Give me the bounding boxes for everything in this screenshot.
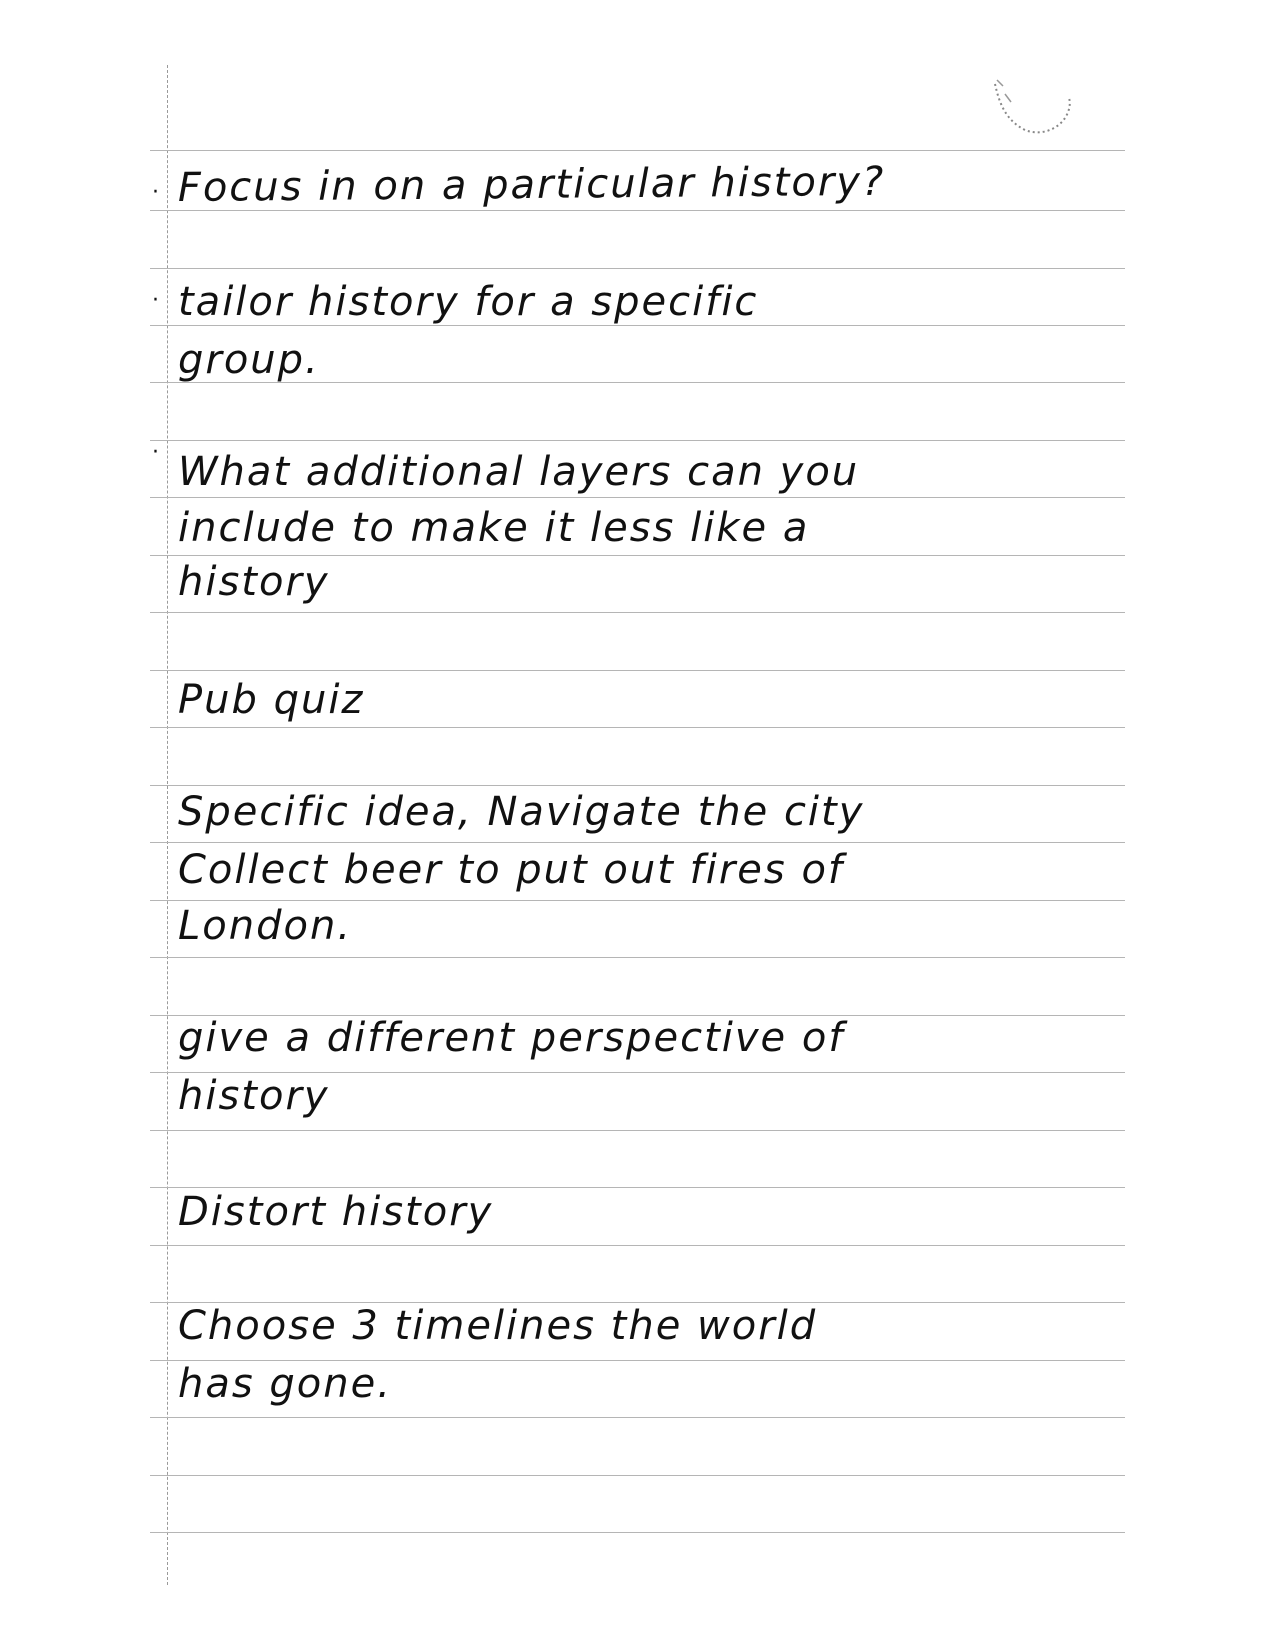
note-line: history [178, 1073, 330, 1119]
ruled-line [150, 1245, 1125, 1246]
note-line: London. [178, 903, 353, 949]
note-line: give a different perspective of [178, 1015, 845, 1061]
note-line: group. [178, 337, 320, 383]
ruled-line [150, 1130, 1125, 1131]
note-line: Pub quiz [178, 677, 365, 723]
note-line: has gone. [178, 1361, 392, 1407]
ruled-line [150, 325, 1125, 326]
ruled-line [150, 612, 1125, 613]
ruled-line [150, 440, 1125, 441]
ruled-line [150, 957, 1125, 958]
note-line: Focus in on a particular history? [177, 158, 886, 211]
note-line: Choose 3 timelines the world [178, 1303, 818, 1349]
ruled-line [150, 268, 1125, 269]
note-line: tailor history for a specific [178, 279, 759, 325]
bullet-dot: · [152, 288, 159, 313]
ruled-line [150, 1187, 1125, 1188]
ruled-line [150, 1532, 1125, 1533]
ruled-line [150, 900, 1125, 901]
smudge-mark [985, 72, 1075, 142]
ruled-line [150, 1475, 1125, 1476]
ruled-line [150, 150, 1125, 151]
ruled-line [150, 555, 1125, 556]
ruled-line [150, 497, 1125, 498]
ruled-line [150, 785, 1125, 786]
margin-line [167, 65, 168, 1585]
bullet-dot: · [152, 180, 159, 205]
note-line: What additional layers can you [178, 449, 860, 495]
bullet-dot: · [152, 440, 159, 465]
note-line: history [178, 559, 330, 605]
ruled-line [150, 1417, 1125, 1418]
note-line: Distort history [178, 1189, 494, 1235]
note-line: Specific idea, Navigate the city [178, 789, 865, 835]
note-line: include to make it less like a [178, 505, 810, 551]
ruled-line [150, 670, 1125, 671]
ruled-line [150, 727, 1125, 728]
ruled-line [150, 210, 1125, 211]
note-line: Collect beer to put out fires of [178, 847, 844, 893]
ruled-line [150, 842, 1125, 843]
